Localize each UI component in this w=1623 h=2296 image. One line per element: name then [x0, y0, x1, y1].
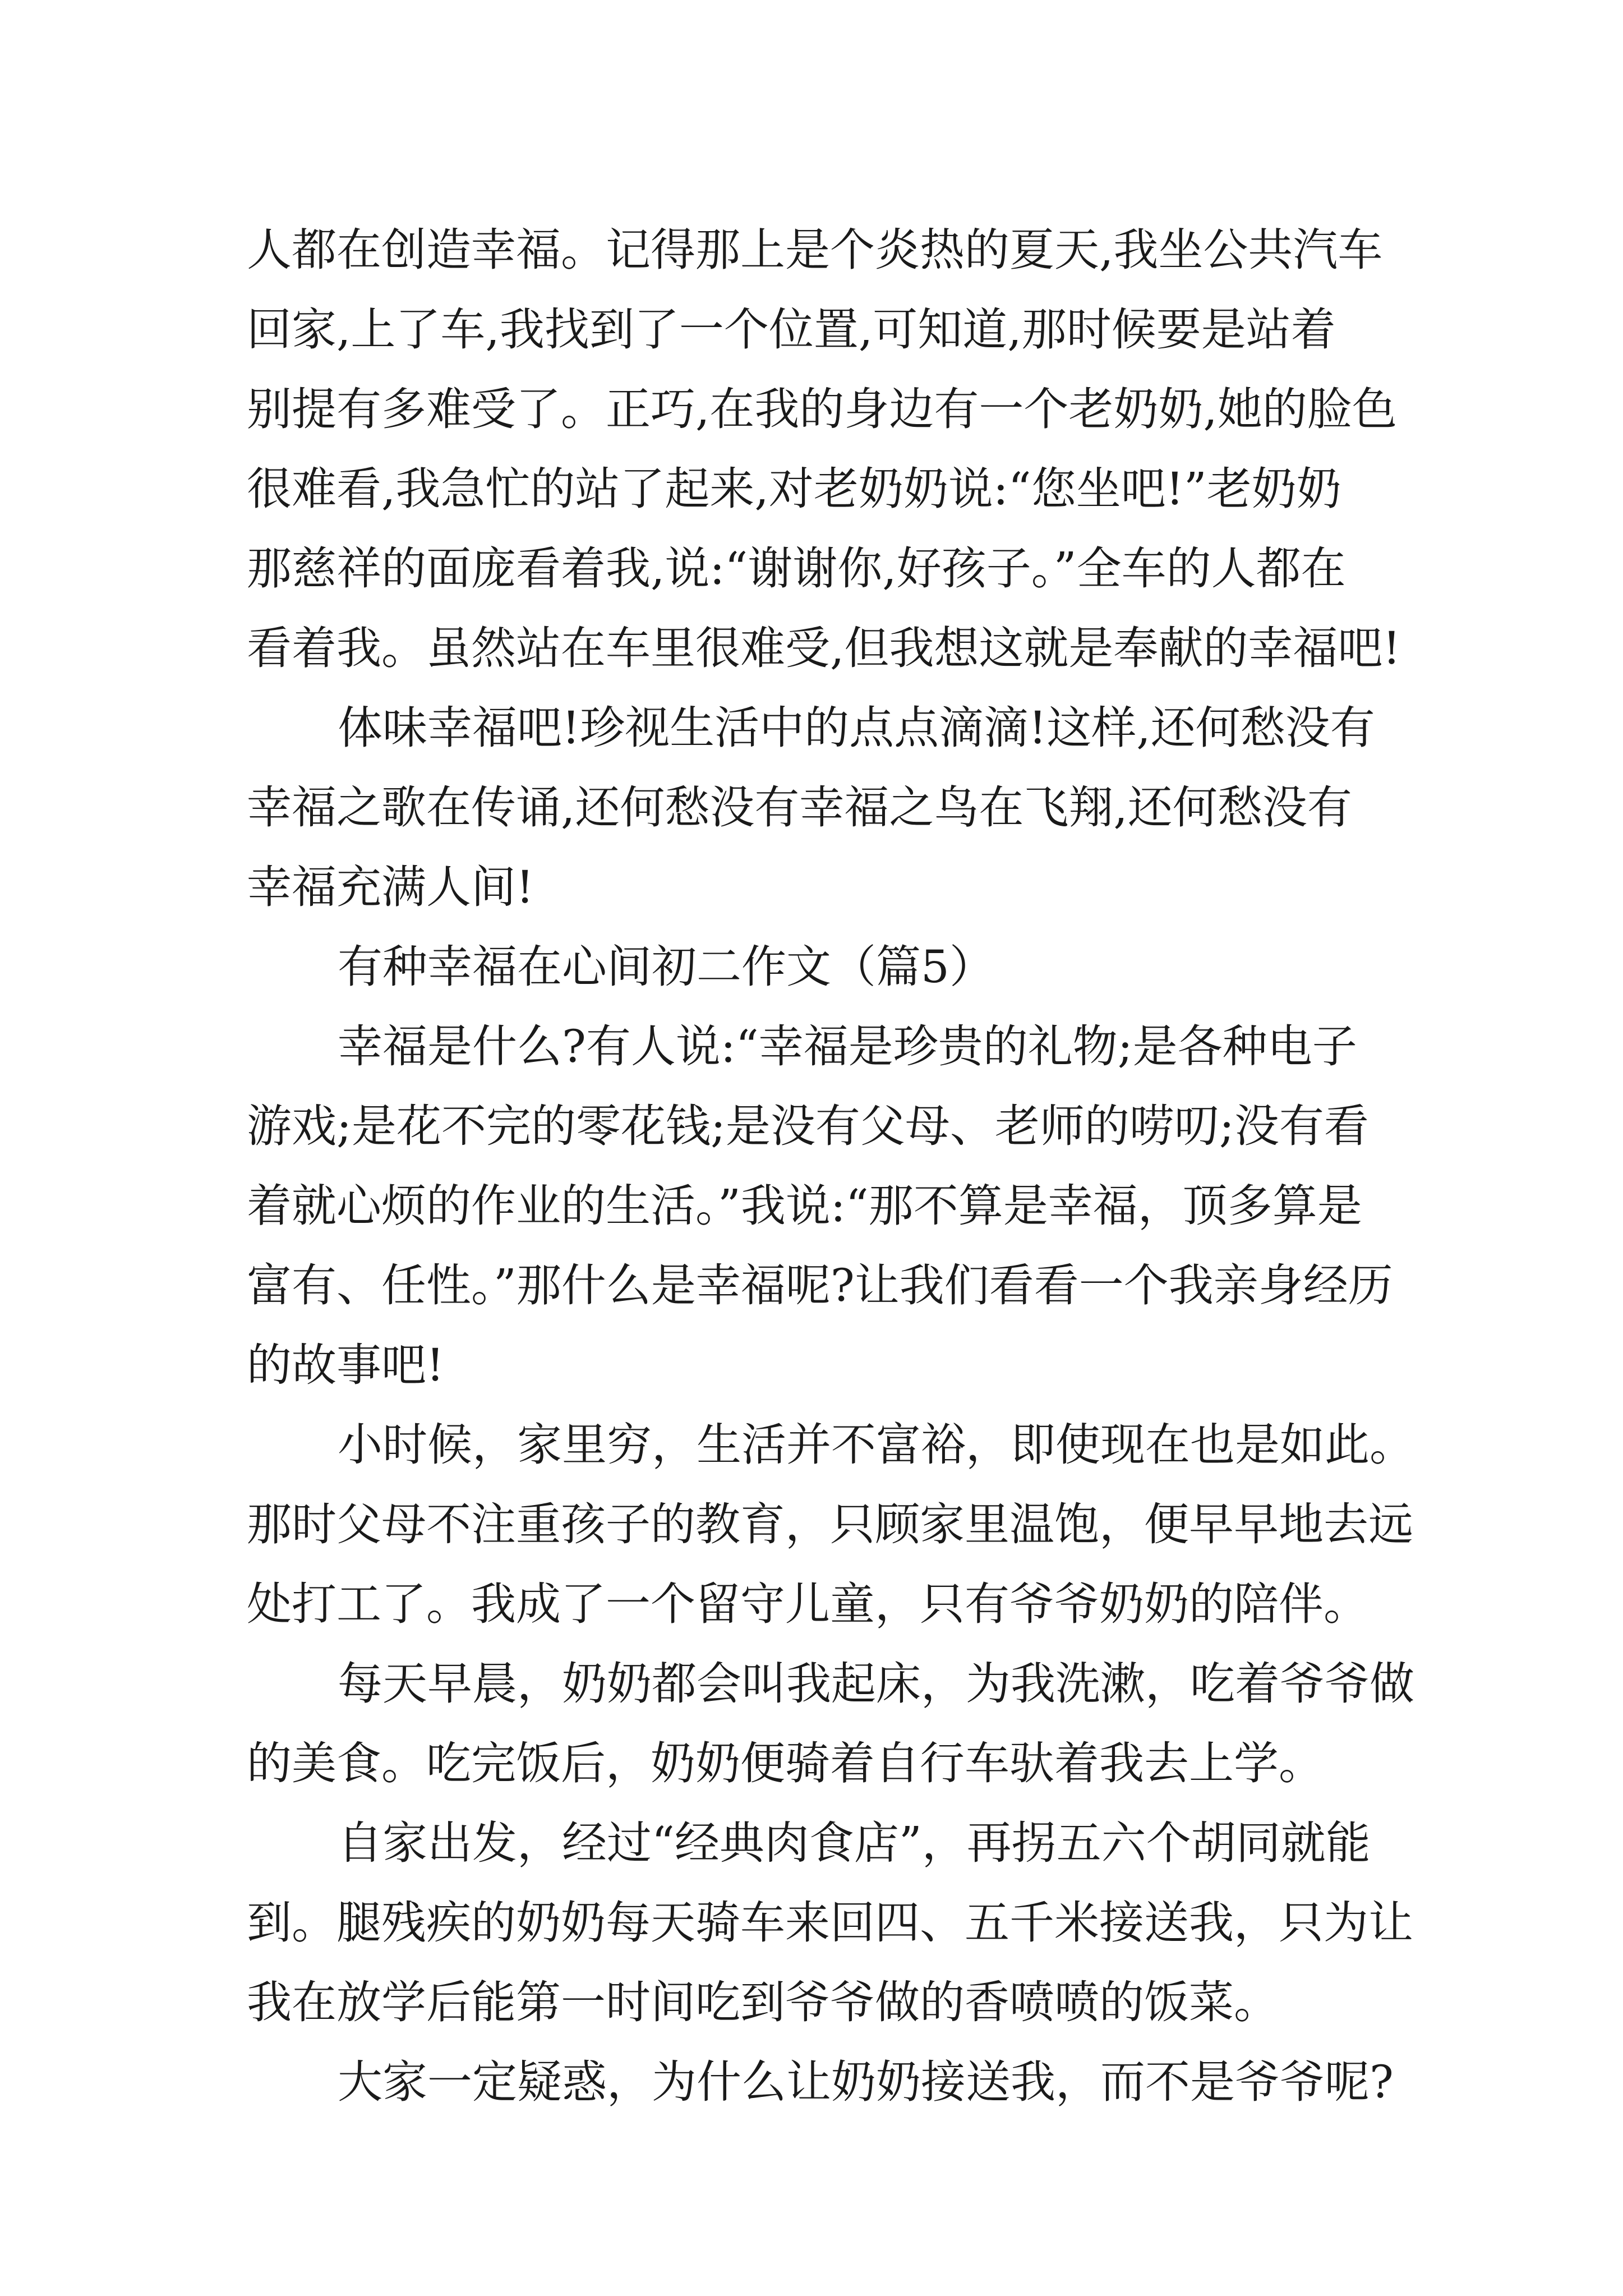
text-line: 处打工了。我成了一个留守儿童，只有爷爷奶奶的陪伴。 [247, 1578, 1368, 1630]
text-line: 人都在创造幸福。记得那上是个炎热的夏天,我坐公共汽车 [247, 224, 1383, 276]
text-line: 我在放学后能第一时间吃到爷爷做的香喷喷的饭菜。 [247, 1976, 1279, 2028]
text-line: 幸福充满人间! [247, 861, 534, 913]
text-line: 到。腿残疾的奶奶每天骑车来回四、五千米接送我，只为让 [247, 1897, 1413, 1949]
paragraph-start-line: 小时候，家里穷，生活并不富裕，即使现在也是如此。 [338, 1419, 1414, 1471]
paragraph-start-line: 每天早晨，奶奶都会叫我起床，为我洗漱，吃着爷爷做 [338, 1658, 1414, 1710]
text-line: 别提有多难受了。正巧,在我的身边有一个老奶奶,她的脸色 [247, 383, 1397, 435]
essay-body [247, 210, 1414, 2122]
text-line: 回家,上了车,我找到了一个位置,可知道,那时候要是站着 [247, 303, 1336, 356]
section-heading: 有种幸福在心间初二作文（篇5） [338, 941, 994, 993]
text-line: 看着我。虽然站在车里很难受,但我想这就是奉献的幸福吧! [247, 622, 1401, 674]
text-line: 那慈祥的面庞看着我,说:“谢谢你,好孩子。”全车的人都在 [247, 542, 1346, 595]
text-line: 很难看,我急忙的站了起来,对老奶奶说:“您坐吧!”老奶奶 [247, 463, 1341, 515]
text-line: 的美食。吃完饭后，奶奶便骑着自行车驮着我去上学。 [247, 1737, 1324, 1789]
text-line: 富有、任性。”那什么是幸福呢?让我们看看一个我亲身经历 [247, 1259, 1393, 1312]
text-line: 着就心烦的作业的生活。”我说:“那不算是幸福，顶多算是 [247, 1180, 1362, 1232]
text-line: 幸福之歌在传诵,还何愁没有幸福之鸟在飞翔,还何愁没有 [247, 781, 1352, 834]
text-line: 游戏;是花不完的零花钱;是没有父母、老师的唠叨;没有看 [247, 1100, 1369, 1152]
text-line: 那时父母不注重孩子的教育，只顾家里温饱，便早早地去远 [247, 1498, 1413, 1550]
paragraph-start-line: 自家出发，经过“经典肉食店”，再拐五六个胡同就能 [338, 1817, 1371, 1869]
text-line: 的故事吧! [247, 1339, 445, 1391]
paragraph-start-line: 大家一定疑惑，为什么让奶奶接送我，而不是爷爷呢? [338, 2056, 1394, 2108]
paragraph-start-line: 幸福是什么?有人说:“幸福是珍贵的礼物;是各种电子 [338, 1020, 1357, 1073]
paragraph-start-line: 体味幸福吧!珍视生活中的点点滴滴!这样,还何愁没有 [338, 702, 1375, 754]
